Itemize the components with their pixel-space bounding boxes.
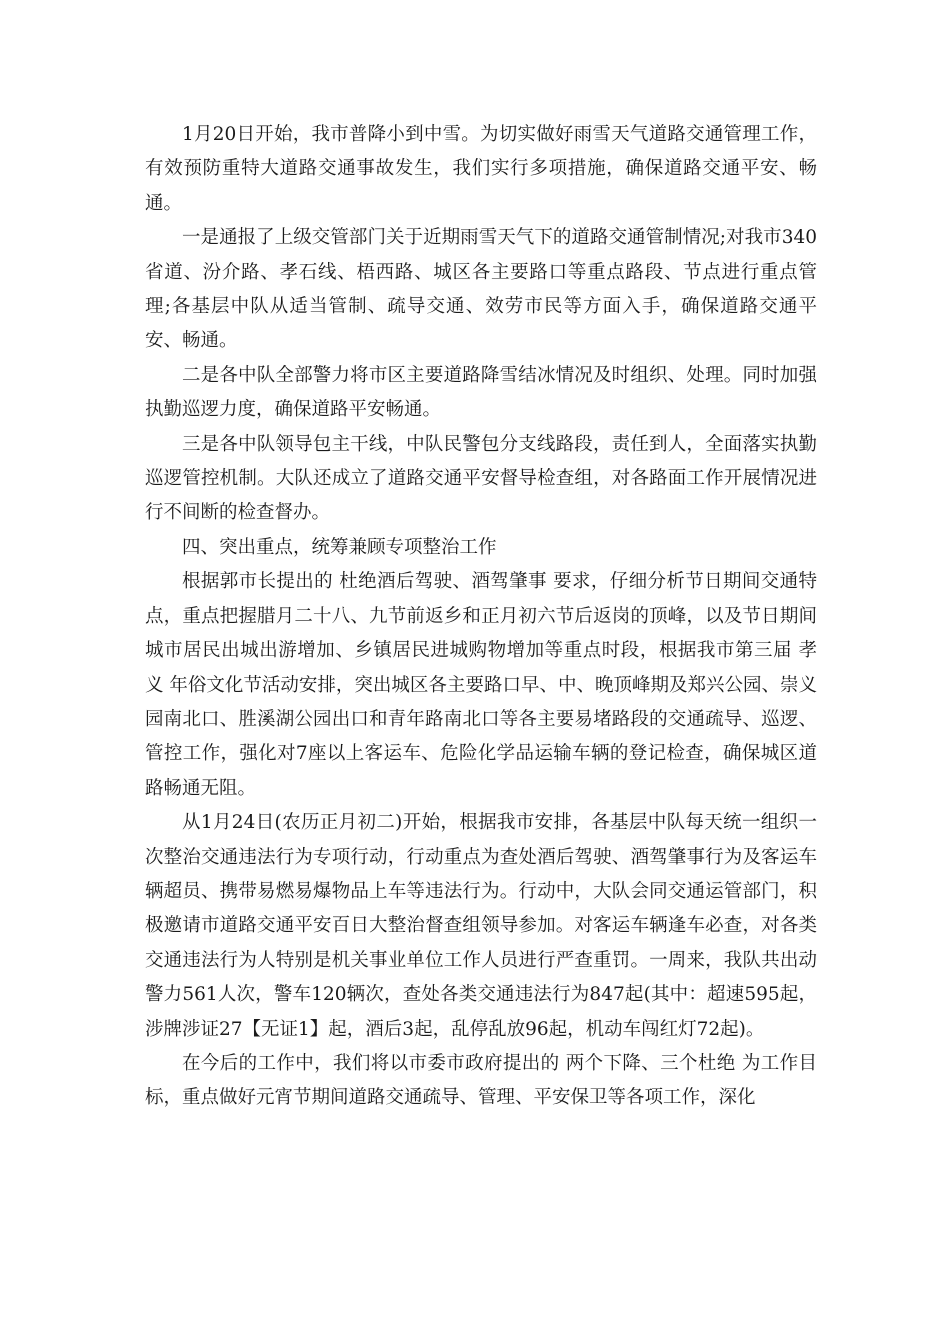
paragraph-measure-one: 一是通报了上级交管部门关于近期雨雪天气下的道路交通管制情况;对我市340省道、汾介路、孝石线、梧西路、城区各主要路口等重点路段、节点进行重点管理;各基层中队从适当管制、疏导交通、效劳市民等方面入手，确保道路交通平安、畅通。	[145, 227, 817, 352]
paragraph-measure-two: 二是各中队全部警力将市区主要道路降雪结冰情况及时组织、处理。同时加强执勤巡逻力度，确保道路平安畅通。	[145, 364, 817, 421]
paragraph-holiday-focus: 根据郭市长提出的 杜绝酒后驾驶、酒驾肇事 要求，仔细分析节日期间交通特点，重点把握腊月二十八、九节前返乡和正月初六节后返岗的顶峰，以及节日期间城市居民出城出游增加、乡镇居民进城购物增加等重点时段，根据我市第三届 孝 义 年俗文化节活动安排，突出城区各主要路口早、中、晚顶峰期及郑兴公园、崇义园南北口、胜溪湖公园出口和青年路南北口等各主要易堵路段的交通疏导、巡逻、管控工作，强化对7座以上客运车、危险化学品运输车辆的登记检查，确保城区道路畅通无阻。	[145, 571, 817, 799]
paragraph-enforcement-stats: 从1月24日(农历正月初二)开始，根据我市安排，各基层中队每天统一组织一次整治交通违法行为专项行动，行动重点为查处酒后驾驶、酒驾肇事行为及客运车辆超员、携带易燃易爆物品上车等违法行为。行动中，大队会同交通运管部门，积极邀请市道路交通平安百日大整治督查组领导参加。对客运车辆逢车必查，对各类交通违法行为人特别是机关事业单位工作人员进行严查重罚。一周来，我队共出动警力561人次，警车120辆次，查处各类交通违法行为847起(其中：超速595起，涉牌涉证27【无证1】起，酒后3起，乱停乱放96起，机动车闯红灯72起)。	[145, 812, 817, 1040]
paragraph-intro: 1月20日开始，我市普降小到中雪。为切实做好雨雪天气道路交通管理工作，有效预防重特大道路交通事故发生，我们实行多项措施，确保道路交通平安、畅通。	[145, 124, 817, 214]
paragraph-future-work: 在今后的工作中，我们将以市委市政府提出的 两个下降、三个杜绝 为工作目标，重点做好元宵节期间道路交通疏导、管理、平安保卫等各项工作，深化	[145, 1052, 817, 1109]
paragraph-measure-three: 三是各中队领导包主干线，中队民警包分支线路段，责任到人，全面落实执勤巡逻管控机制。大队还成立了道路交通平安督导检查组，对各路面工作开展情况进行不间断的检查督办。	[145, 433, 817, 524]
document-body	[145, 118, 817, 1116]
section-heading: 四、突出重点，统筹兼顾专项整治工作	[182, 536, 497, 558]
